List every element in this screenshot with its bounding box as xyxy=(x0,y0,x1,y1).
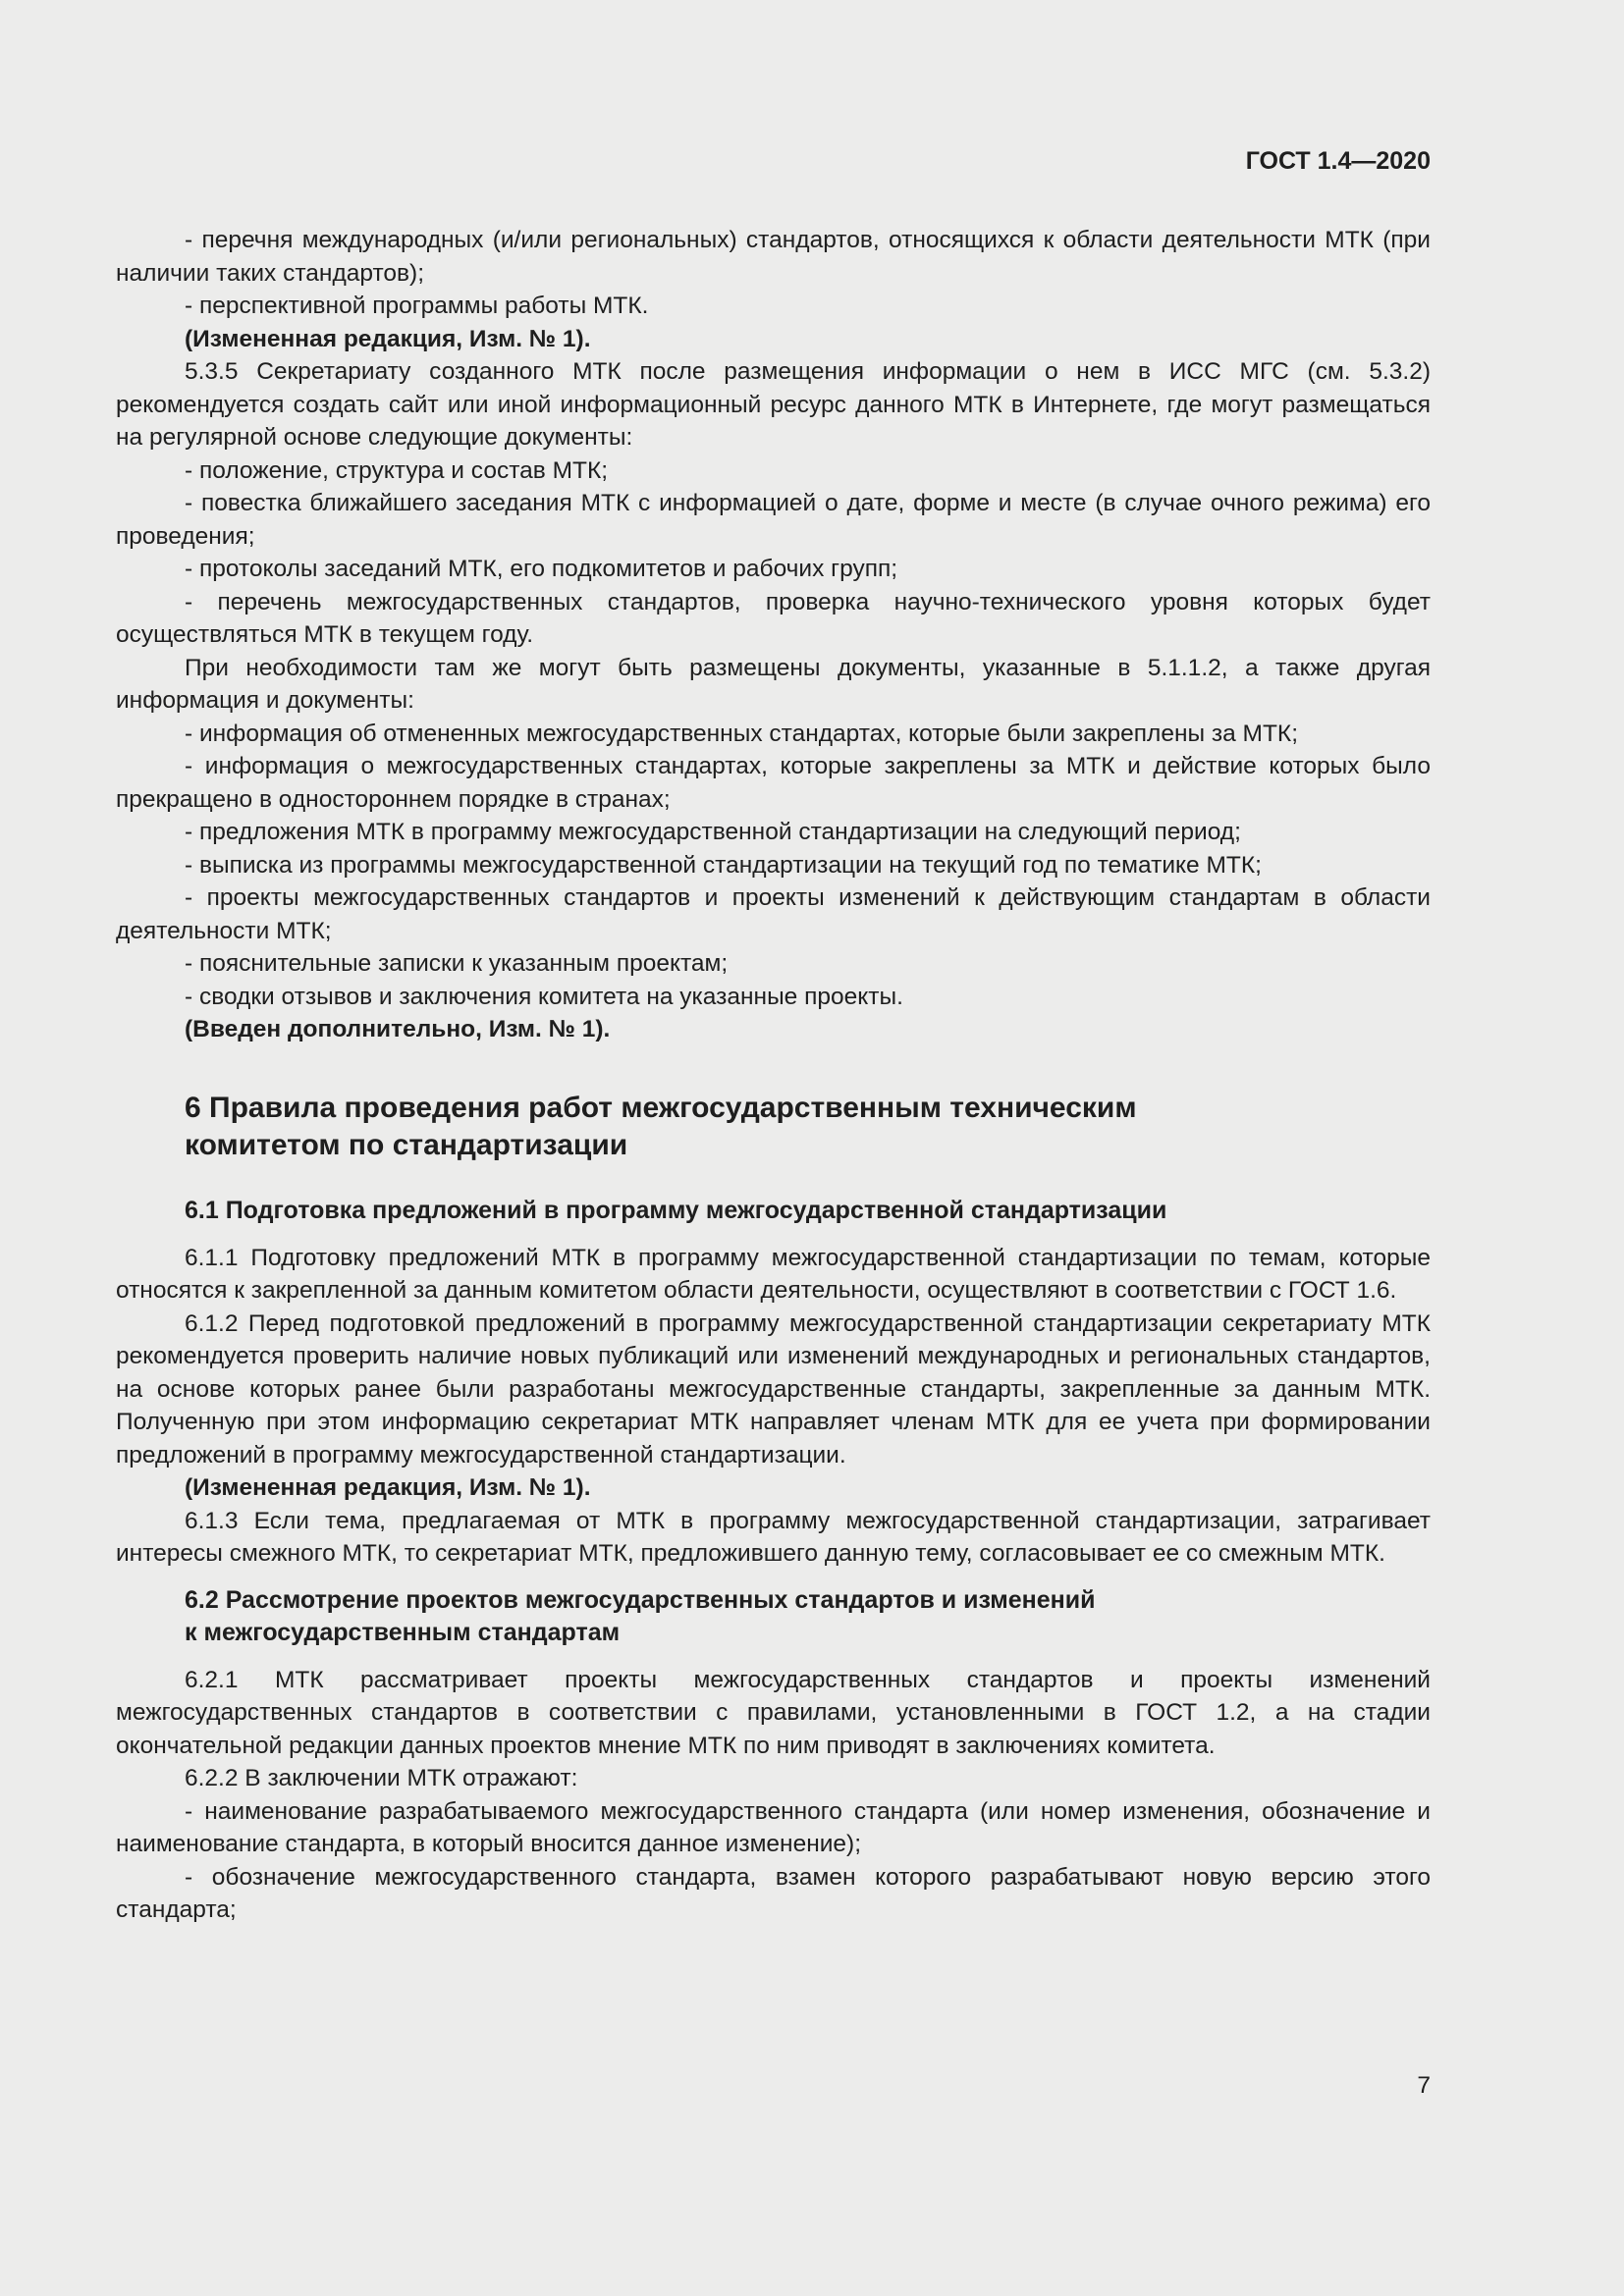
section-6-2-heading-line2: к межгосударственным стандартам xyxy=(185,1618,621,1646)
list-item: - пояснительные записки к указанным проектам; xyxy=(185,950,729,977)
section-6-2-heading xyxy=(116,1584,1431,1649)
list-item: - положение, структура и состав МТК; xyxy=(185,456,609,484)
clause-6-2-2: 6.2.2 В заключении МТК отражают: xyxy=(185,1765,578,1791)
clause-6-2-1: 6.2.1 МТК рассматривает проекты межгосударственных стандартов и проекты изменений межгосударственных стандартов в соответствии с правилами, установленными в ГОСТ 1.2, а на стадии окончательной редакции данных проектов мнение МТК по ним приводят в заключениях комитета. xyxy=(116,1666,1431,1759)
section-6-heading-line2: комитетом по стандартизации xyxy=(185,1128,628,1161)
clause-6-1-2: 6.1.2 Перед подготовкой предложений в программу межгосударственной стандартизации секретариату МТК рекомендуется проверить наличие новых публикаций или изменений международных и региональных стандартов, на основе которых ранее были разработаны межгосударственные стандарты, закрепленные за данным МТК. Полученную при этом информацию секретариат МТК направляет членам МТК для ее учета при формировании предложений в программу межгосударственной стандартизации. xyxy=(116,1309,1431,1468)
amendment-note: (Измененная редакция, Изм. № 1). xyxy=(185,325,591,352)
amendment-note: (Измененная редакция, Изм. № 1). xyxy=(185,1474,591,1501)
section-6-1-heading: 6.1 Подготовка предложений в программу межгосударственной стандартизации xyxy=(185,1196,1167,1224)
page-number: 7 xyxy=(1417,2072,1431,2099)
list-item: - выписка из программы межгосударственной стандартизации на текущий год по тематике МТК; xyxy=(185,851,1262,879)
document-body xyxy=(116,224,1431,1927)
document-code-header: ГОСТ 1.4—2020 xyxy=(1245,147,1431,175)
list-item: - информация о межгосударственных стандартах, которые закреплены за МТК и действие которых было прекращено в одностороннем порядке в странах; xyxy=(116,753,1431,813)
list-item: - обозначение межгосударственного стандарта, взамен которого разрабатывают новую версию этого стандарта; xyxy=(116,1863,1431,1923)
section-6-heading xyxy=(116,1090,1431,1164)
list-item: - перспективной программы работы МТК. xyxy=(185,293,649,319)
list-item: - информация об отмененных межгосударственных стандартах, которые были закреплены за МТК; xyxy=(185,720,1299,747)
clause-6-1-1: 6.1.1 Подготовку предложений МТК в программу межгосударственной стандартизации по темам, которые относятся к закрепленной за данным комитетом области деятельности, осуществляют в соответствии с ГОСТ 1.6. xyxy=(116,1244,1431,1304)
paragraph: При необходимости там же могут быть размещены документы, указанные в 5.1.1.2, а также другая информация и документы: xyxy=(116,654,1431,714)
amendment-note: (Введен дополнительно, Изм. № 1). xyxy=(185,1016,611,1042)
list-item: - повестка ближайшего заседания МТК с информацией о дате, форме и месте (в случае очного режима) его проведения; xyxy=(116,490,1431,550)
section-6-2-heading-line1: 6.2 Рассмотрение проектов межгосударственных стандартов и изменений xyxy=(185,1585,1096,1614)
list-item: - сводки отзывов и заключения комитета на указанные проекты. xyxy=(185,983,903,1010)
list-item: - перечня международных (и/или региональных) стандартов, относящихся к области деятельности МТК (при наличии таких стандартов); xyxy=(116,227,1431,287)
list-item: - протоколы заседаний МТК, его подкомитетов и рабочих групп; xyxy=(185,556,898,582)
clause-5-3-5: 5.3.5 Секретариату созданного МТК после размещения информации о нем в ИСС МГС (см. 5.3.2) рекомендуется создать сайт или иной информационный ресурс данного МТК в Интернете, где могут размещаться на регулярной основе следующие документы: xyxy=(116,358,1431,451)
section-6-heading-line1: 6 Правила проведения работ межгосударственным техническим xyxy=(185,1091,1137,1124)
list-item: - проекты межгосударственных стандартов и проекты изменений к действующим стандартам в области деятельности МТК; xyxy=(116,884,1431,944)
list-item: - наименование разрабатываемого межгосударственного стандарта (или номер изменения, обозначение и наименование стандарта, в который вносится данное изменение); xyxy=(116,1797,1431,1857)
list-item: - перечень межгосударственных стандартов, проверка научно-технического уровня которых будет осуществляться МТК в текущем году. xyxy=(116,588,1431,648)
list-item: - предложения МТК в программу межгосударственной стандартизации на следующий период; xyxy=(185,819,1241,845)
clause-6-1-3: 6.1.3 Если тема, предлагаемая от МТК в программу межгосударственной стандартизации, затрагивает интересы смежного МТК, то секретариат МТК, предложившего данную тему, согласовывает ее со смежным МТК. xyxy=(116,1507,1431,1567)
